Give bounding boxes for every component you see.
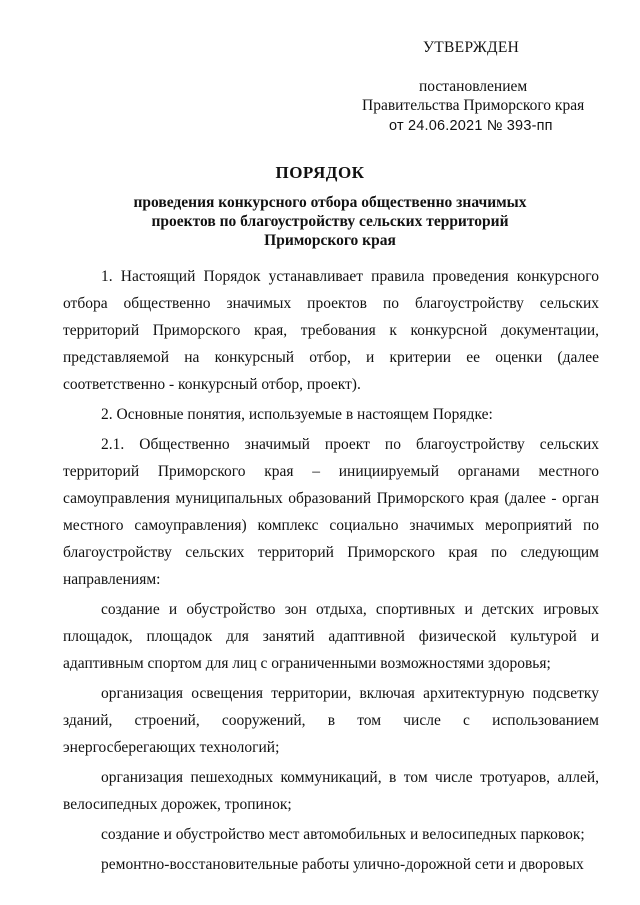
approval-line-date-number: от 24.06.2021 № 393-пп: [389, 118, 553, 134]
document-body: [63, 263, 599, 881]
document-title: ПОРЯДОК: [275, 163, 365, 182]
paragraph-2-1: 2.1. Общественно значимый проект по благоустройству сельских территорий Приморского края – инициируемый органами местного самоуправления муниципальных образований Приморского края (далее - орган местного самоуправления) комплекс социально значимых мероприятий по благоустройству сельских территорий Приморского края по следующим направлениям:: [63, 436, 599, 588]
paragraph-2: 2. Основные понятия, используемые в настоящем Порядке:: [101, 406, 493, 423]
approval-line-government: Правительства Приморского края: [362, 97, 585, 114]
direction-item: организация пешеходных коммуникаций, в том числе тротуаров, аллей, велосипедных дорожек, тропинок;: [63, 769, 599, 813]
direction-item: создание и обустройство мест автомобильных и велосипедных парковок;: [101, 826, 585, 843]
document-subtitle: проведения конкурсного отбора общественно значимых проектов по благоустройству сельских территорий Приморского края: [133, 194, 527, 249]
approval-line-resolution: постановлением: [419, 78, 528, 95]
direction-item: организация освещения территории, включая архитектурную подсветку зданий, строений, сооружений, в том числе с использованием энергосберегающих технологий;: [63, 685, 599, 756]
direction-item: ремонтно-восстановительные работы улично-дорожной сети и дворовых: [101, 856, 584, 873]
approval-heading: УТВЕРЖДЕН: [423, 39, 520, 56]
paragraph-1: 1. Настоящий Порядок устанавливает правила проведения конкурсного отбора общественно значимых проектов по благоустройству сельских территорий Приморского края, требования к конкурсной документации, представляемой на конкурсный отбор, и критерии ее оценки (далее соответственно - конкурсный отбор, проект).: [63, 268, 599, 393]
direction-item: создание и обустройство зон отдыха, спортивных и детских игровых площадок, площадок для занятий адаптивной физической культурой и адаптивным спортом для лиц с ограниченными возможностями здоровья;: [63, 601, 599, 672]
